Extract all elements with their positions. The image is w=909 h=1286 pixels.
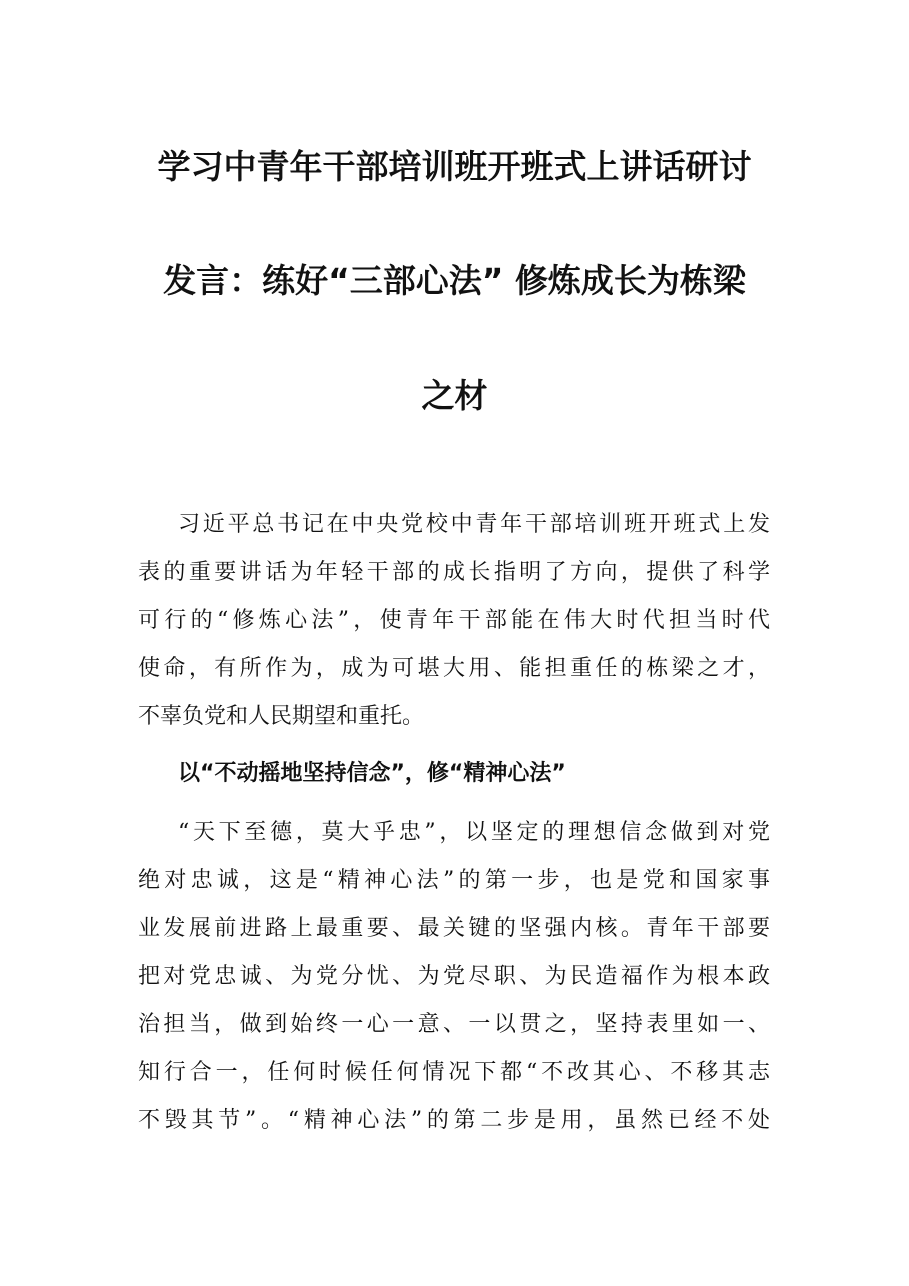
intro-paragraph-line: 不辜负党和人民期望和重托。 [138, 704, 425, 729]
document-title-line-1: 学习中青年干部培训班开班式上讲话研讨 [157, 147, 752, 186]
section-paragraph-line: 业发展前进路上最重要、最关键的坚强内核。青年干部要 [138, 916, 770, 941]
intro-paragraph-line: 表的重要讲话为年轻干部的成长指明了方向，提供了科学 [138, 560, 770, 585]
intro-paragraph-line: 可行的“修炼心法”，使青年干部能在伟大时代担当时代 [138, 608, 770, 633]
section-heading: 以“不动摇地坚持信念”，修“精神心法” [178, 761, 566, 786]
document-title-line-2: 发言：练好“三部心法” 修炼成长为栋梁 [163, 261, 746, 300]
section-paragraph-line: “天下至德，莫大乎忠”，以坚定的理想信念做到对党 [178, 820, 770, 845]
section-paragraph-line: 不毁其节”。“精神心法”的第二步是用，虽然已经不处 [138, 1108, 770, 1133]
section-paragraph-line: 知行合一，任何时候任何情况下都“不改其心、不移其志 [138, 1060, 770, 1085]
section-paragraph-line: 把对党忠诚、为党分忧、为党尽职、为民造福作为根本政 [138, 964, 770, 989]
document-title-line-3: 之材 [421, 376, 488, 415]
section-paragraph-line: 治担当，做到始终一心一意、一以贯之，坚持表里如一、 [138, 1012, 770, 1037]
intro-paragraph-line: 习近平总书记在中央党校中青年干部培训班开班式上发 [178, 512, 770, 537]
section-paragraph-line: 绝对忠诚，这是“精神心法”的第一步，也是党和国家事 [138, 868, 770, 893]
intro-paragraph-line: 使命，有所作为，成为可堪大用、能担重任的栋梁之才， [138, 656, 770, 681]
